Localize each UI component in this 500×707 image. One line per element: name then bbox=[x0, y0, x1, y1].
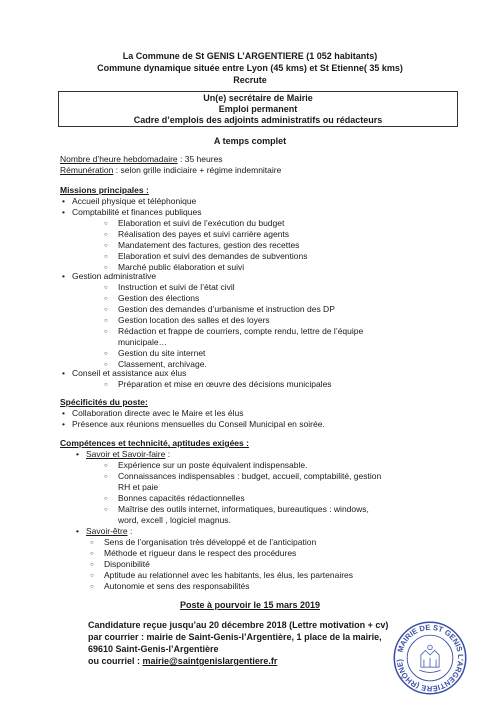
pay-value: : selon grille indiciaire + régime indemnitaire bbox=[113, 165, 282, 175]
savoir-faire-item: ○ Maîtrise des outils internet, informatiques, bureautiques : windows, bbox=[118, 504, 369, 515]
schedule: A temps complet bbox=[213, 136, 287, 146]
admin-item: ○ Gestion location des salles et des loyers bbox=[118, 315, 270, 326]
skills-title: Compétences et technicité, aptitudes exigées : bbox=[60, 438, 249, 448]
header-commune: La Commune de St GENIS L’ARGENTIERE (1 052 habitants) bbox=[122, 51, 378, 61]
savoir-etre-item: ○ Autonomie et sens des responsabilités bbox=[104, 581, 250, 592]
specifics-item: • Collaboration directe avec le Maire et les élus bbox=[72, 408, 244, 419]
job-frame: Cadre d’emplois des adjoints administratifs ou rédacteurs bbox=[133, 115, 383, 125]
specifics-title: Spécificités du poste: bbox=[60, 397, 148, 407]
application-line2: par courrier : mairie de Saint-Genis-l’Argentière, 1 place de la mairie, bbox=[88, 632, 382, 642]
hours-line bbox=[60, 154, 223, 165]
savoir-etre-item: ○ Aptitude au relationnel avec les habitants, les élus, les partenaires bbox=[104, 570, 353, 581]
mission-admin: • Gestion administrative bbox=[72, 271, 156, 282]
stamp-emblem bbox=[419, 645, 440, 672]
compta-item: ○ Mandatement des factures, gestion des recettes bbox=[118, 240, 299, 251]
admin-item: ○ Gestion du site internet bbox=[118, 348, 205, 359]
missions-title: Missions principales : bbox=[60, 185, 149, 195]
savoir-faire-heading bbox=[86, 449, 170, 460]
savoir-etre-colon: : bbox=[127, 526, 133, 536]
savoir-faire-item-continued: RH et paie bbox=[118, 482, 159, 492]
application-line4 bbox=[88, 656, 277, 667]
admin-item: ○ Instruction et suivi de l’état civil bbox=[118, 282, 235, 293]
savoir-etre-heading bbox=[86, 526, 132, 537]
mairie-stamp bbox=[392, 620, 468, 696]
application-line3: 69610 Saint-Genis-l’Argentière bbox=[88, 644, 219, 654]
savoir-faire-item: ○ Expérience sur un poste équivalent indispensable. bbox=[118, 460, 308, 471]
hours-label: Nombre d’heure hebdomadaire bbox=[60, 154, 178, 164]
admin-item: ○ Rédaction et frappe de courriers, compte rendu, lettre de l’équipe bbox=[118, 326, 363, 337]
stamp-text: MAIRIE DE ST GENIS L'ARGENTIÈRE (RHÔNE) bbox=[394, 622, 466, 694]
compta-item: ○ Marché public élaboration et suivi bbox=[118, 262, 244, 273]
compta-item: ○ Elaboration et suivi de l’exécution du budget bbox=[118, 218, 284, 229]
savoir-etre-item: ○ Méthode et rigueur dans le respect des procédures bbox=[104, 548, 296, 559]
savoir-faire-label: Savoir et Savoir-faire bbox=[86, 449, 166, 459]
mission-accueil: • Accueil physique et téléphonique bbox=[72, 196, 196, 207]
compta-item: ○ Réalisation des payes et suivi carrière agents bbox=[118, 229, 289, 240]
admin-item: ○ Gestion des demandes d’urbanisme et instruction des DP bbox=[118, 304, 335, 315]
admin-item-continued: municipale… bbox=[118, 337, 168, 347]
deadline: Poste à pourvoir le 15 mars 2019 bbox=[179, 600, 321, 610]
pay-label: Rémunération bbox=[60, 165, 114, 175]
savoir-etre-item: ○ Disponibilité bbox=[104, 559, 150, 570]
pay-line bbox=[60, 165, 281, 176]
email-prefix: ou courriel : bbox=[88, 656, 143, 666]
header-recrute: Recrute bbox=[233, 75, 267, 85]
email-link[interactable]: mairie@saintgenislargentiere.fr bbox=[142, 656, 278, 666]
specifics-item: • Présence aux réunions mensuelles du Conseil Municipal en soirée. bbox=[72, 419, 325, 430]
hours-value: : 35 heures bbox=[177, 154, 223, 164]
job-type: Emploi permanent bbox=[218, 104, 298, 114]
application-line1: Candidature reçue jusqu’au 20 décembre 2018 (Lettre motivation + cv) bbox=[88, 620, 389, 630]
savoir-faire-colon: : bbox=[165, 449, 171, 459]
admin-item: ○ Classement, archivage. bbox=[118, 359, 207, 370]
admin-item: ○ Gestion des élections bbox=[118, 293, 199, 304]
savoir-faire-item: ○ Bonnes capacités rédactionnelles bbox=[118, 493, 245, 504]
savoir-faire-item-continued: word, excell , logiciel magnus. bbox=[118, 515, 231, 525]
conseil-item: ○ Préparation et mise en œuvre des décisions municipales bbox=[118, 379, 332, 390]
savoir-etre-label: Savoir-être bbox=[86, 526, 128, 536]
job-title-box bbox=[58, 91, 458, 127]
job-title: Un(e) secrétaire de Mairie bbox=[203, 93, 313, 103]
savoir-etre-item: ○ Sens de l’organisation très développé et de l’anticipation bbox=[104, 537, 316, 548]
compta-item: ○ Elaboration et suivi des demandes de subventions bbox=[118, 251, 307, 262]
savoir-faire-item: ○ Connaissances indispensables : budget, accueil, comptabilité, gestion bbox=[118, 471, 381, 482]
mission-compta: • Comptabilité et finances publiques bbox=[72, 207, 201, 218]
header-description: Commune dynamique située entre Lyon (45 kms) et St Etienne( 35 kms) bbox=[97, 63, 403, 73]
mission-conseil: • Conseil et assistance aux élus bbox=[72, 368, 186, 379]
